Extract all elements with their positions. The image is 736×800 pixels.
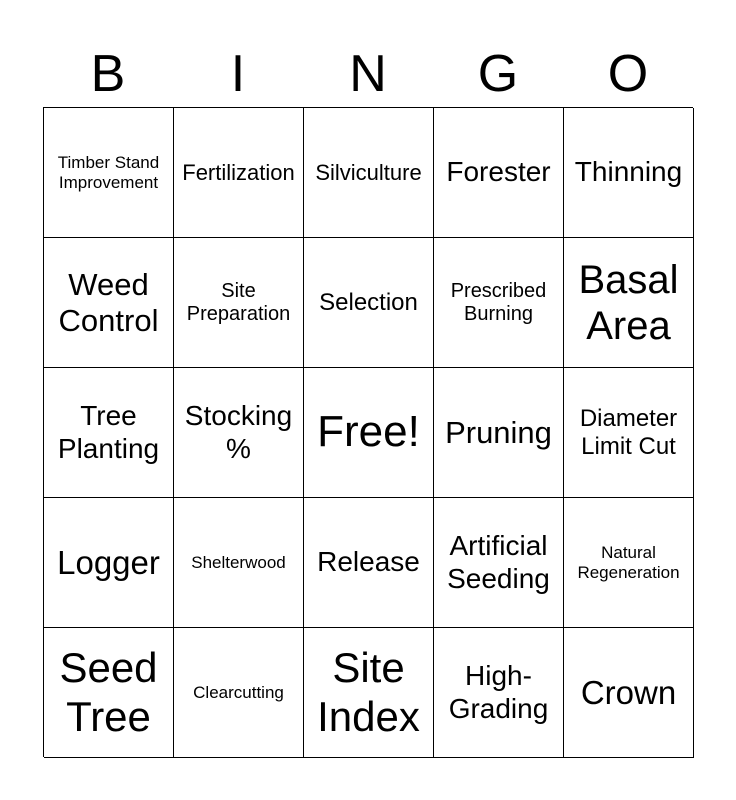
bingo-cell[interactable]: High-Grading bbox=[434, 628, 564, 758]
bingo-cell[interactable]: Artificial Seeding bbox=[434, 498, 564, 628]
bingo-cell-free[interactable]: Free! bbox=[304, 368, 434, 498]
bingo-cell[interactable]: Basal Area bbox=[564, 238, 694, 368]
bingo-cell[interactable]: Natural Regeneration bbox=[564, 498, 694, 628]
bingo-cell[interactable]: Prescribed Burning bbox=[434, 238, 564, 368]
header-letter-i: I bbox=[230, 45, 246, 103]
bingo-cell[interactable]: Tree Planting bbox=[44, 368, 174, 498]
bingo-cell[interactable]: Forester bbox=[434, 108, 564, 238]
bingo-cell[interactable]: Stocking % bbox=[174, 368, 304, 498]
header-letter-n: N bbox=[349, 45, 387, 103]
bingo-cell[interactable]: Silviculture bbox=[304, 108, 434, 238]
header-letter-o: O bbox=[607, 45, 649, 103]
header-letter-g: G bbox=[477, 45, 519, 103]
bingo-cell[interactable]: Timber Stand Improvement bbox=[44, 108, 174, 238]
bingo-cell[interactable]: Selection bbox=[304, 238, 434, 368]
bingo-cell[interactable]: Release bbox=[304, 498, 434, 628]
bingo-cell[interactable]: Weed Control bbox=[44, 238, 174, 368]
bingo-cell[interactable]: Clearcutting bbox=[174, 628, 304, 758]
bingo-cell[interactable]: Logger bbox=[44, 498, 174, 628]
bingo-cell[interactable]: Crown bbox=[564, 628, 694, 758]
bingo-cell[interactable]: Site Index bbox=[304, 628, 434, 758]
bingo-board bbox=[43, 107, 693, 757]
bingo-cell[interactable]: Diameter Limit Cut bbox=[564, 368, 694, 498]
header-letter-b: B bbox=[90, 45, 126, 103]
bingo-cell[interactable]: Seed Tree bbox=[44, 628, 174, 758]
bingo-cell[interactable]: Pruning bbox=[434, 368, 564, 498]
bingo-cell[interactable]: Fertilization bbox=[174, 108, 304, 238]
bingo-header bbox=[43, 44, 693, 104]
bingo-cell[interactable]: Thinning bbox=[564, 108, 694, 238]
bingo-cell[interactable]: Site Preparation bbox=[174, 238, 304, 368]
bingo-cell[interactable]: Shelterwood bbox=[174, 498, 304, 628]
